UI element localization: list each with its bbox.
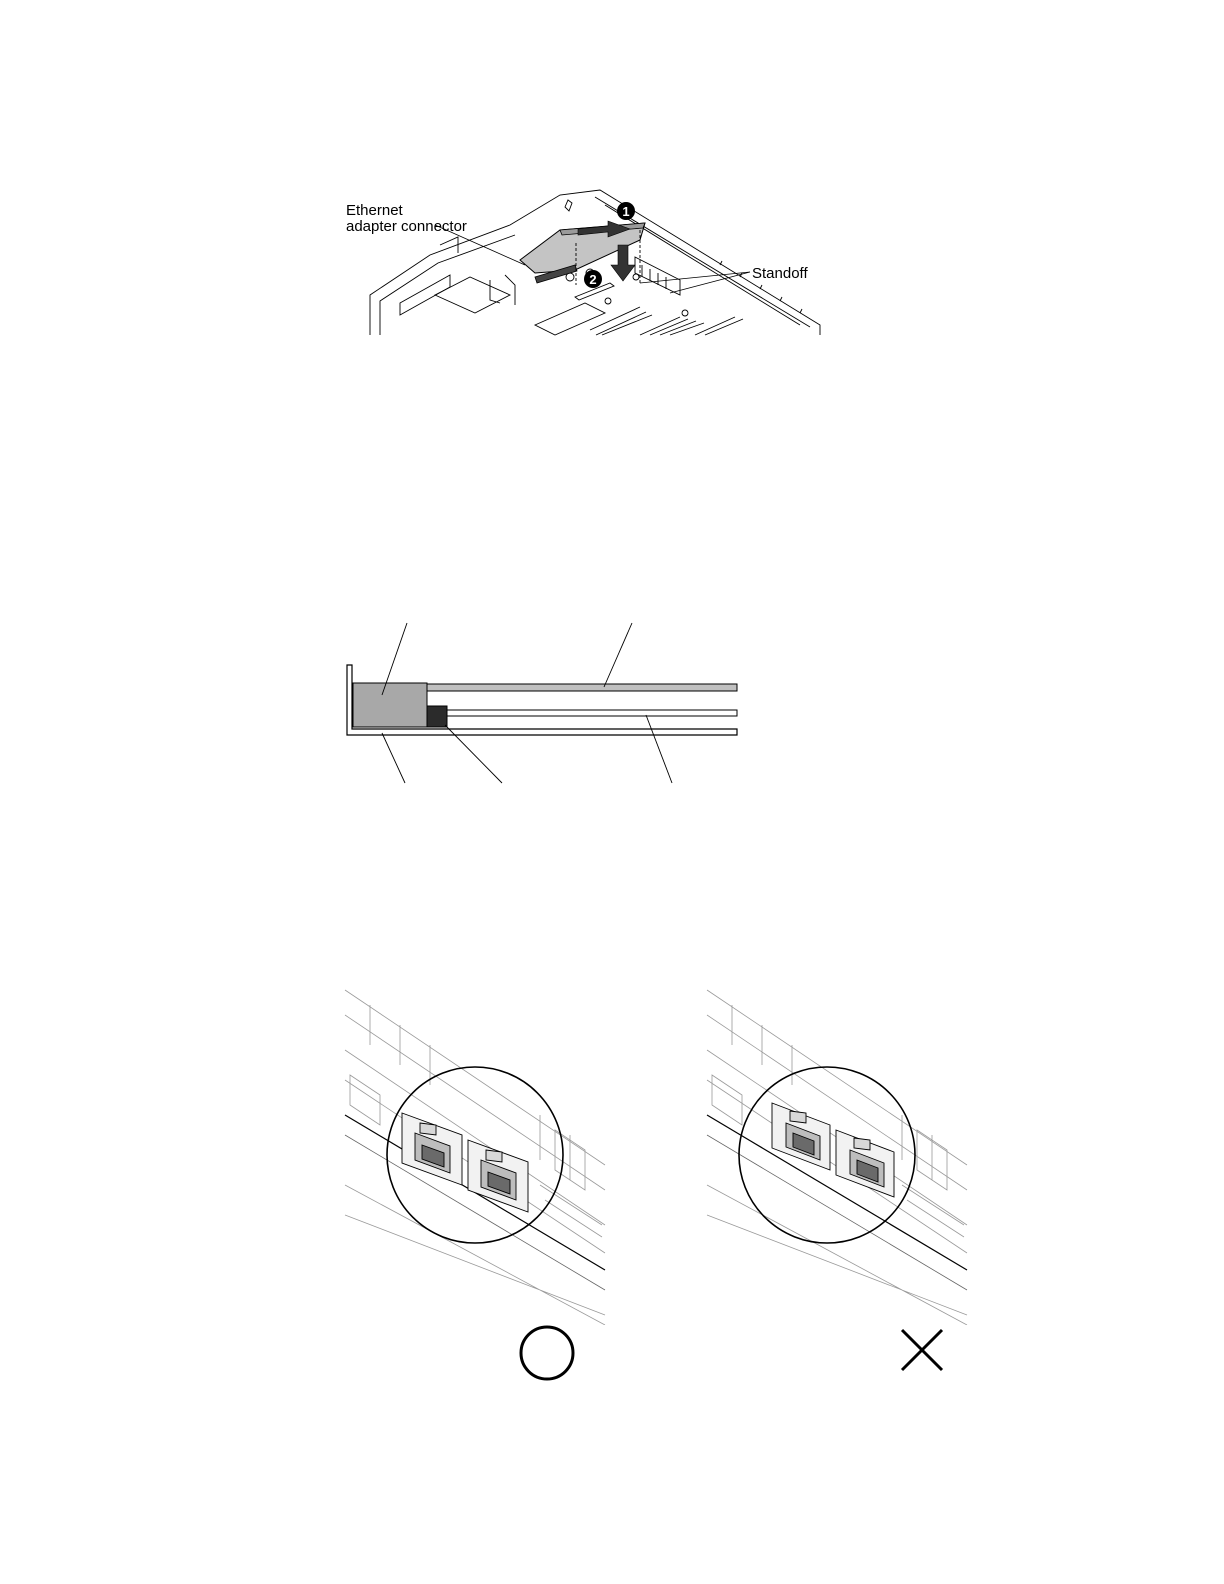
adapter-cross-section-diagram [330,615,750,790]
label-adapter-connector: adapter connector [346,218,467,235]
port-view-correct [340,985,610,1325]
label-standoff: Standoff [752,265,808,282]
adapter-block [353,683,427,727]
connector-block [427,706,447,727]
leader-system-board [646,715,672,783]
adapter-install-illustration [340,185,830,340]
leader-adapter-board [604,623,632,687]
system-board [447,710,737,716]
incorrect-symbol-icon [898,1326,946,1374]
svg-text:1: 1 [622,204,630,219]
correct-symbol-icon [516,1322,578,1384]
label-ethernet: Ethernet [346,202,403,219]
step-2-badge [584,270,602,288]
leader-bracket [382,733,405,783]
svg-text:2: 2 [589,272,597,287]
step-1-badge [617,202,635,220]
port-view-incorrect [702,985,972,1325]
adapter-board [427,684,737,691]
